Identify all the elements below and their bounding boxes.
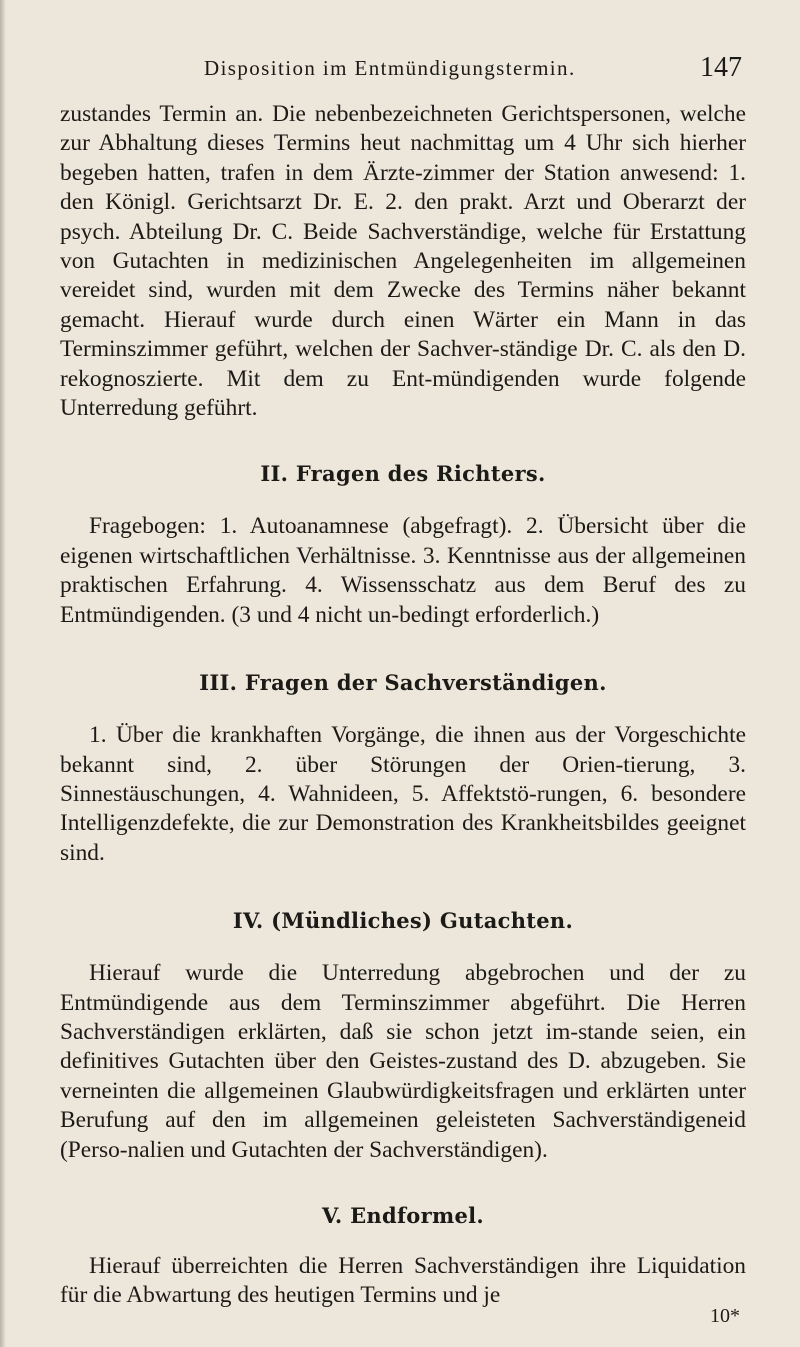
page-edge-shadow <box>0 0 6 1347</box>
running-title: Disposition im Entmündigungstermin. <box>204 56 576 80</box>
page-body <box>60 100 746 1311</box>
intro-paragraph: zustandes Termin an. Die nebenbezeichneten Gerichtspersonen, welche zur Abhaltung dieses Termins heut nachmittag um 4 Uhr sich hierher begeben hatten, trafen in dem Ärzte-zimmer der Station anwesend: 1. den Königl. Gerichtsarzt Dr. E. 2. den prakt. Arzt und Oberarzt der psych. Abteilung Dr. C. Beide Sachverständige, welche für Erstattung von Gutachten in medizinischen Angelegenheiten im allgemeinen vereidet sind, wurden mit dem Zwecke des Termins näher bekannt gemacht. Hierauf wurde durch einen Wärter ein Mann in das Terminszimmer geführt, welchen der Sachver-ständige Dr. C. als den D. rekognoszierte. Mit dem zu Ent-mündigenden wurde folgende Unterredung geführt. <box>60 101 746 422</box>
section-paragraph-fragen-des-richters: Fragebogen: 1. Autoanamnese (abgefragt). 2. Übersicht über die eigenen wirtschaftlichen Verhältnisse. 3. Kenntnisse aus der allgemeinen praktischen Erfahrung. 4. Wissensschatz aus dem Beruf des zu Entmündigenden. (3 und 4 nicht un-bedingt erforderlich.) <box>60 513 746 628</box>
section-paragraph-muendliches-gutachten: Hierauf wurde die Unterredung abgebrochen und der zu Entmündigende aus dem Terminszimmer abgeführt. Die Herren Sachverständigen erklärten, daß sie schon jetzt im-stande seien, ein definitives Gutachten über den Geistes-zustand des D. abzugeben. Sie verneinten die allgemeinen Glaubwürdigkeitsfragen und erklärten unter Berufung auf den im allgemeinen geleisteten Sachverständigeneid (Perso-nalien und Gutachten der Sachverständigen). <box>60 960 746 1163</box>
section-heading-fragen-der-sachverstaendigen: III. Fragen der Sachverständigen. <box>199 670 607 696</box>
section-paragraph-fragen-der-sachverstaendigen: 1. Über die krankhaften Vorgänge, die ihnen aus der Vorgeschichte bekannt sind, 2. über Störungen der Orien-tierung, 3. Sinnestäuschungen, 4. Wahnideen, 5. Affektstö-rungen, 6. besondere Intelligenzdefekte, die zur Demonstration des Krankheitsbildes geeignet sind. <box>60 722 746 866</box>
signature-mark: 10* <box>710 1305 740 1327</box>
page-number: 147 <box>700 52 742 83</box>
section-heading-muendliches-gutachten: IV. (Mündliches) Gutachten. <box>232 908 574 934</box>
running-head <box>60 44 742 84</box>
section-paragraph-endformel: Hierauf überreichten die Herren Sachverständigen ihre Liquidation für die Abwartung des heutigen Termins und je <box>60 1252 746 1309</box>
section-heading-fragen-des-richters: II. Fragen des Richters. <box>260 461 546 487</box>
section-heading-endformel: V. Endformel. <box>321 1202 485 1228</box>
